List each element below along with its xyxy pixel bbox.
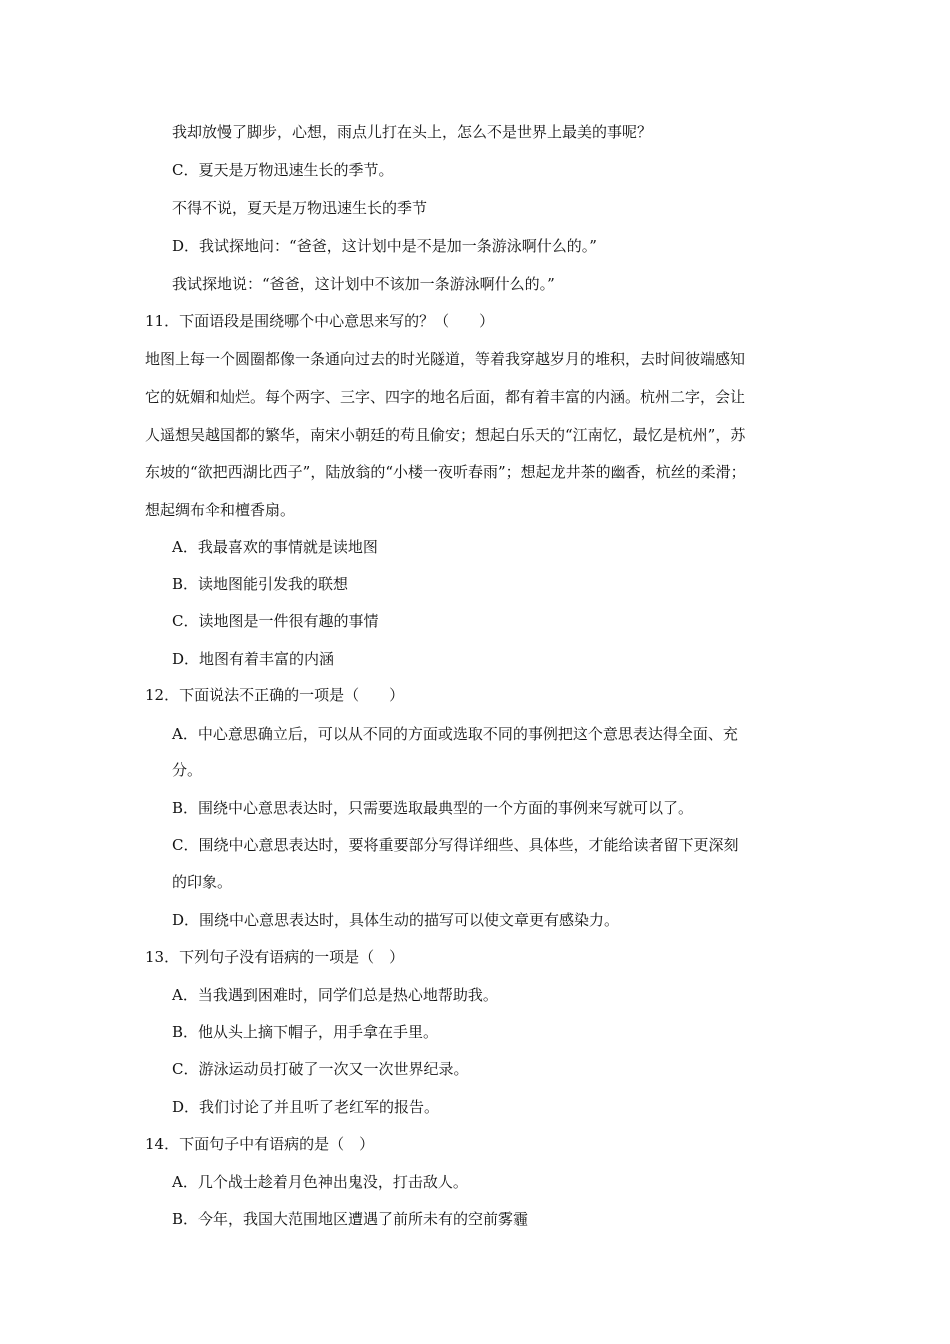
passage-line: 地图上每一个圆圈都像一条通向过去的时光隧道，等着我穿越岁月的堆积，去时间彼端感知: [145, 350, 746, 368]
question-11-title: 11．下面语段是围绕哪个中心意思来写的？（ ）: [145, 312, 495, 330]
q11-option-a: A．我最喜欢的事情就是读地图: [172, 538, 378, 556]
q12-option-b: B．围绕中心意思表达时，只需要选取最典型的一个方面的事例来写就可以了。: [172, 799, 694, 817]
q13-option-d: D．我们讨论了并且听了老红军的报告。: [172, 1098, 440, 1116]
q11-option-c: C．读地图是一件很有趣的事情: [172, 612, 379, 630]
option-c-line: C．夏天是万物迅速生长的季节。: [172, 161, 394, 179]
q13-option-c: C．游泳运动员打破了一次又一次世界纪录。: [172, 1060, 469, 1078]
q12-option-d: D．围绕中心意思表达时，具体生动的描写可以使文章更有感染力。: [172, 911, 620, 929]
q13-option-a: A．当我遇到困难时，同学们总是热心地帮助我。: [172, 986, 498, 1004]
passage-line: 想起绸布伞和檀香扇。: [145, 501, 296, 519]
q11-option-d: D．地图有着丰富的内涵: [172, 650, 335, 668]
passage-line: 它的妩媚和灿烂。每个两字、三字、四字的地名后面，都有着丰富的内涵。杭州二字，会让: [145, 388, 746, 406]
q12-option-a-cont: 分。: [172, 761, 203, 779]
passage-line: 人遥想吴越国都的繁华，南宋小朝廷的苟且偷安；想起白乐天的“江南忆，最忆是杭州”，苏: [145, 426, 746, 444]
option-d-revised-line: 我试探地说：“爸爸，这计划中不该加一条游泳啊什么的。”: [172, 275, 555, 293]
q12-option-c-cont: 的印象。: [172, 873, 233, 891]
q14-option-a: A．几个战士趁着月色神出鬼没，打击敌人。: [172, 1173, 468, 1191]
q12-option-c: C．围绕中心意思表达时，要将重要部分写得详细些、具体些，才能给读者留下更深刻: [172, 836, 739, 854]
option-c-revised-line: 不得不说，夏天是万物迅速生长的季节: [172, 199, 428, 217]
option-b-revised-line: 我却放慢了脚步，心想，雨点儿打在头上，怎么不是世界上最美的事呢？: [172, 123, 653, 141]
q11-option-b: B．读地图能引发我的联想: [172, 575, 349, 593]
question-12-title: 12．下面说法不正确的一项是（ ）: [145, 686, 405, 704]
option-d-line: D．我试探地问：“爸爸，这计划中是不是加一条游泳啊什么的。”: [172, 237, 597, 255]
q12-option-a: A．中心意思确立后，可以从不同的方面或选取不同的事例把这个意思表达得全面、充: [172, 725, 738, 743]
question-14-title: 14．下面句子中有语病的是（ ）: [145, 1135, 375, 1153]
q13-option-b: B．他从头上摘下帽子，用手拿在手里。: [172, 1023, 439, 1041]
passage-line: 东坡的“欲把西湖比西子”，陆放翁的“小楼一夜听春雨”；想起龙井茶的幽香，杭丝的柔滑；: [145, 463, 746, 481]
question-13-title: 13．下列句子没有语病的一项是（ ）: [145, 948, 405, 966]
q14-option-b: B．今年，我国大范围地区遭遇了前所未有的空前雾霾: [172, 1210, 529, 1228]
